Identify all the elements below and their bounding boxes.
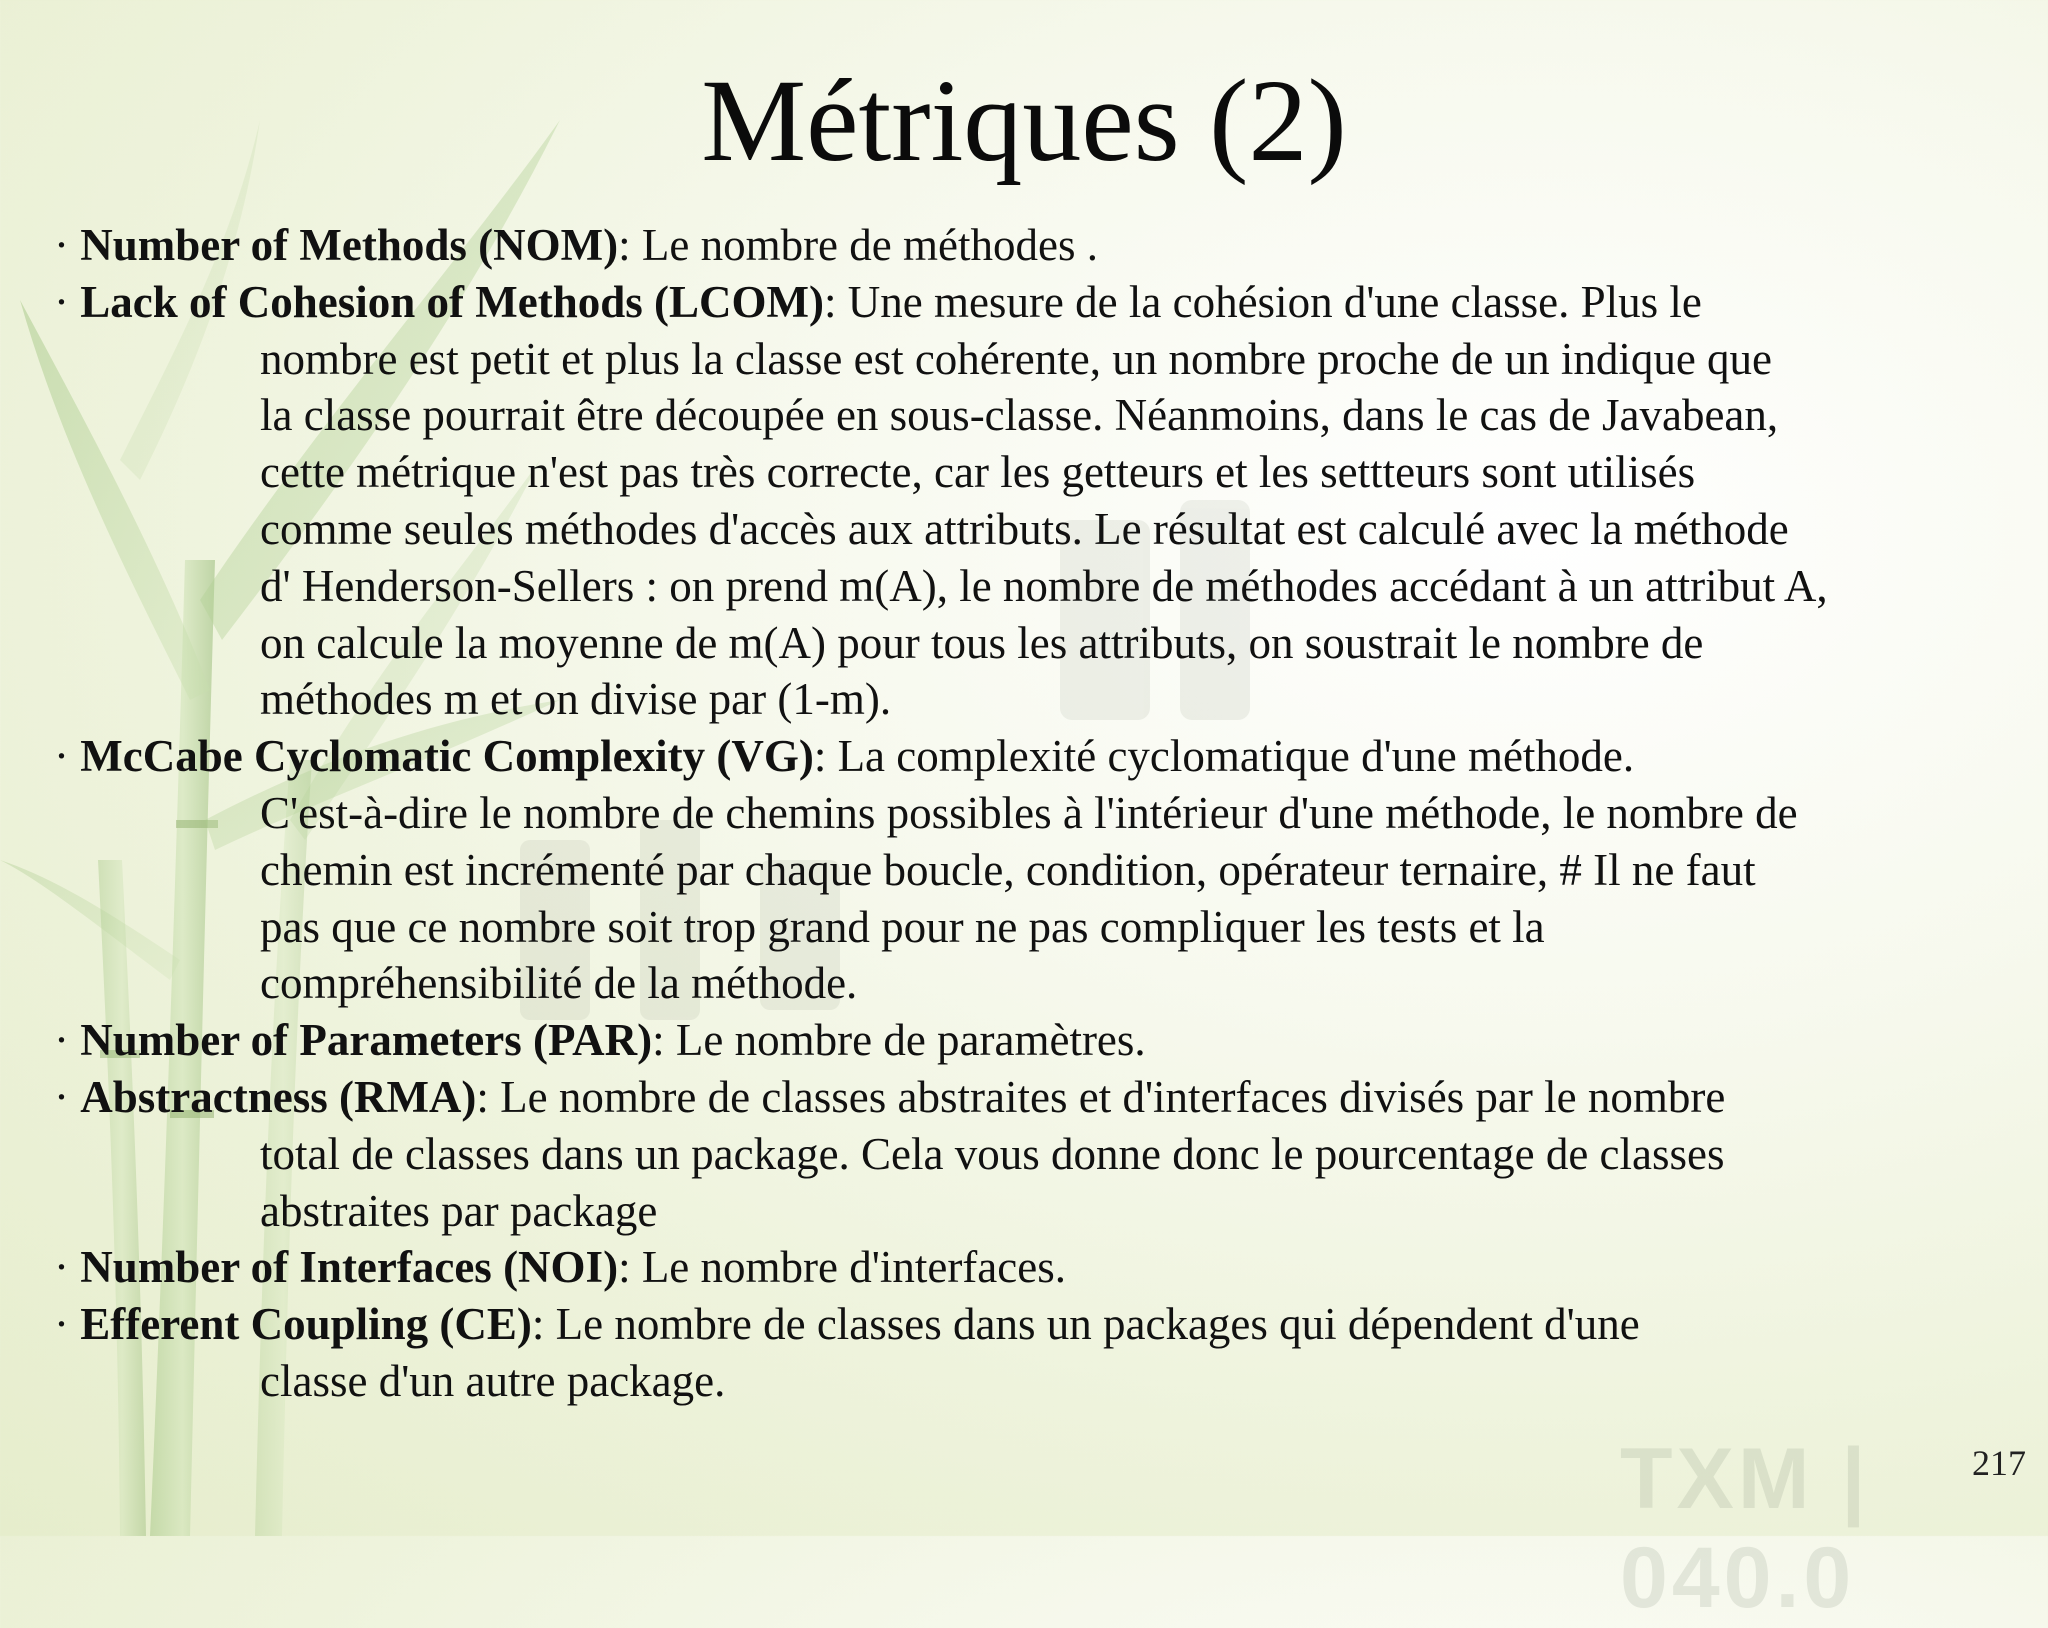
- metric-description: : La complexité cyclomatique d'une méthode.: [813, 731, 1635, 782]
- metric-item: [54, 728, 2014, 1012]
- metric-term: Number of Interfaces (NOI): [80, 1242, 619, 1293]
- metric-term: Number of Methods (NOM): [80, 220, 619, 270]
- metric-term: McCabe Cyclomatic Complexity (VG): [80, 731, 814, 782]
- metric-item: [54, 217, 2014, 274]
- bullet-icon: ·: [54, 731, 69, 782]
- metric-description: : Le nombre de classes abstraites et d'interfaces divisés par le nombre: [476, 1071, 1726, 1122]
- metric-continuation-line: la classe pourrait être découpée en sous-classe. Néanmoins, dans le cas de Javabean,: [260, 390, 1779, 441]
- metric-continuation-line: abstraites par package: [260, 1185, 658, 1236]
- metric-continuation-line: méthodes m et on divise par (1-m).: [260, 674, 892, 725]
- watermark: TXM | 040.0: [1620, 1431, 1870, 1626]
- metric-first-line: [54, 1069, 2014, 1126]
- metric-description: : Le nombre de paramètres.: [652, 1015, 1146, 1066]
- metric-item: [54, 1296, 2014, 1410]
- metric-term: Lack of Cohesion of Methods (LCOM): [80, 276, 824, 327]
- metric-continuation-line: comme seules méthodes d'accès aux attributs. Le résultat est calculé avec la méthode: [260, 503, 1789, 554]
- bullet-icon: ·: [54, 1015, 69, 1066]
- metric-first-line: [54, 1296, 2014, 1353]
- metric-description: : Le nombre de classes dans un packages qui dépendent d'une: [531, 1299, 1640, 1350]
- metric-item: [54, 274, 2014, 728]
- slide-title: Métriques (2): [701, 55, 1347, 186]
- bullet-icon: ·: [54, 1299, 69, 1350]
- bullet-icon: ·: [54, 1071, 69, 1122]
- metric-continuation-line: nombre est petit et plus la classe est cohérente, un nombre proche de un indique que: [260, 333, 1773, 384]
- metric-continuation-line: compréhensibilité de la méthode.: [260, 958, 858, 1009]
- metric-continuation-line: pas que ce nombre soit trop grand pour ne pas compliquer les tests et la: [260, 901, 1545, 952]
- metric-first-line: [54, 217, 2014, 274]
- bullet-icon: ·: [54, 220, 69, 270]
- metric-term: Abstractness (RMA): [80, 1071, 477, 1122]
- metric-list: [54, 217, 2014, 1410]
- metric-first-line: [54, 1012, 2014, 1069]
- metric-description: : Le nombre de méthodes .: [618, 220, 1098, 270]
- metric-first-line: [54, 1239, 2014, 1296]
- bullet-icon: ·: [54, 276, 69, 327]
- metric-item: [54, 1012, 2014, 1069]
- metric-description: : Une mesure de la cohésion d'une classe. Plus le: [823, 276, 1702, 327]
- metric-continuation-line: C'est-à-dire le nombre de chemins possibles à l'intérieur d'une méthode, le nombre de: [260, 787, 1798, 838]
- bullet-icon: ·: [54, 1242, 69, 1293]
- metric-item: [54, 1239, 2014, 1296]
- metric-continuation-line: cette métrique n'est pas très correcte, car les getteurs et les settteurs sont utilisés: [260, 447, 1696, 498]
- metric-continuation-line: on calcule la moyenne de m(A) pour tous les attributs, on soustrait le nombre de: [260, 617, 1704, 668]
- metric-description: : Le nombre d'interfaces.: [618, 1242, 1066, 1293]
- metric-term: Efferent Coupling (CE): [80, 1299, 532, 1350]
- metric-continuation-line: d' Henderson-Sellers : on prend m(A), le nombre de méthodes accédant à un attribut A,: [260, 560, 1828, 611]
- metric-continuation-line: chemin est incrémenté par chaque boucle, condition, opérateur ternaire, # Il ne faut: [260, 844, 1756, 895]
- metric-first-line: [54, 274, 2014, 331]
- metric-continuation-line: total de classes dans un package. Cela vous donne donc le pourcentage de classes: [260, 1128, 1725, 1179]
- metric-continuation-line: classe d'un autre package.: [260, 1355, 726, 1406]
- metric-term: Number of Parameters (PAR): [80, 1015, 653, 1066]
- metric-first-line: [54, 728, 2014, 785]
- page-number: 217: [1972, 1443, 2026, 1483]
- metric-item: [54, 1069, 2014, 1239]
